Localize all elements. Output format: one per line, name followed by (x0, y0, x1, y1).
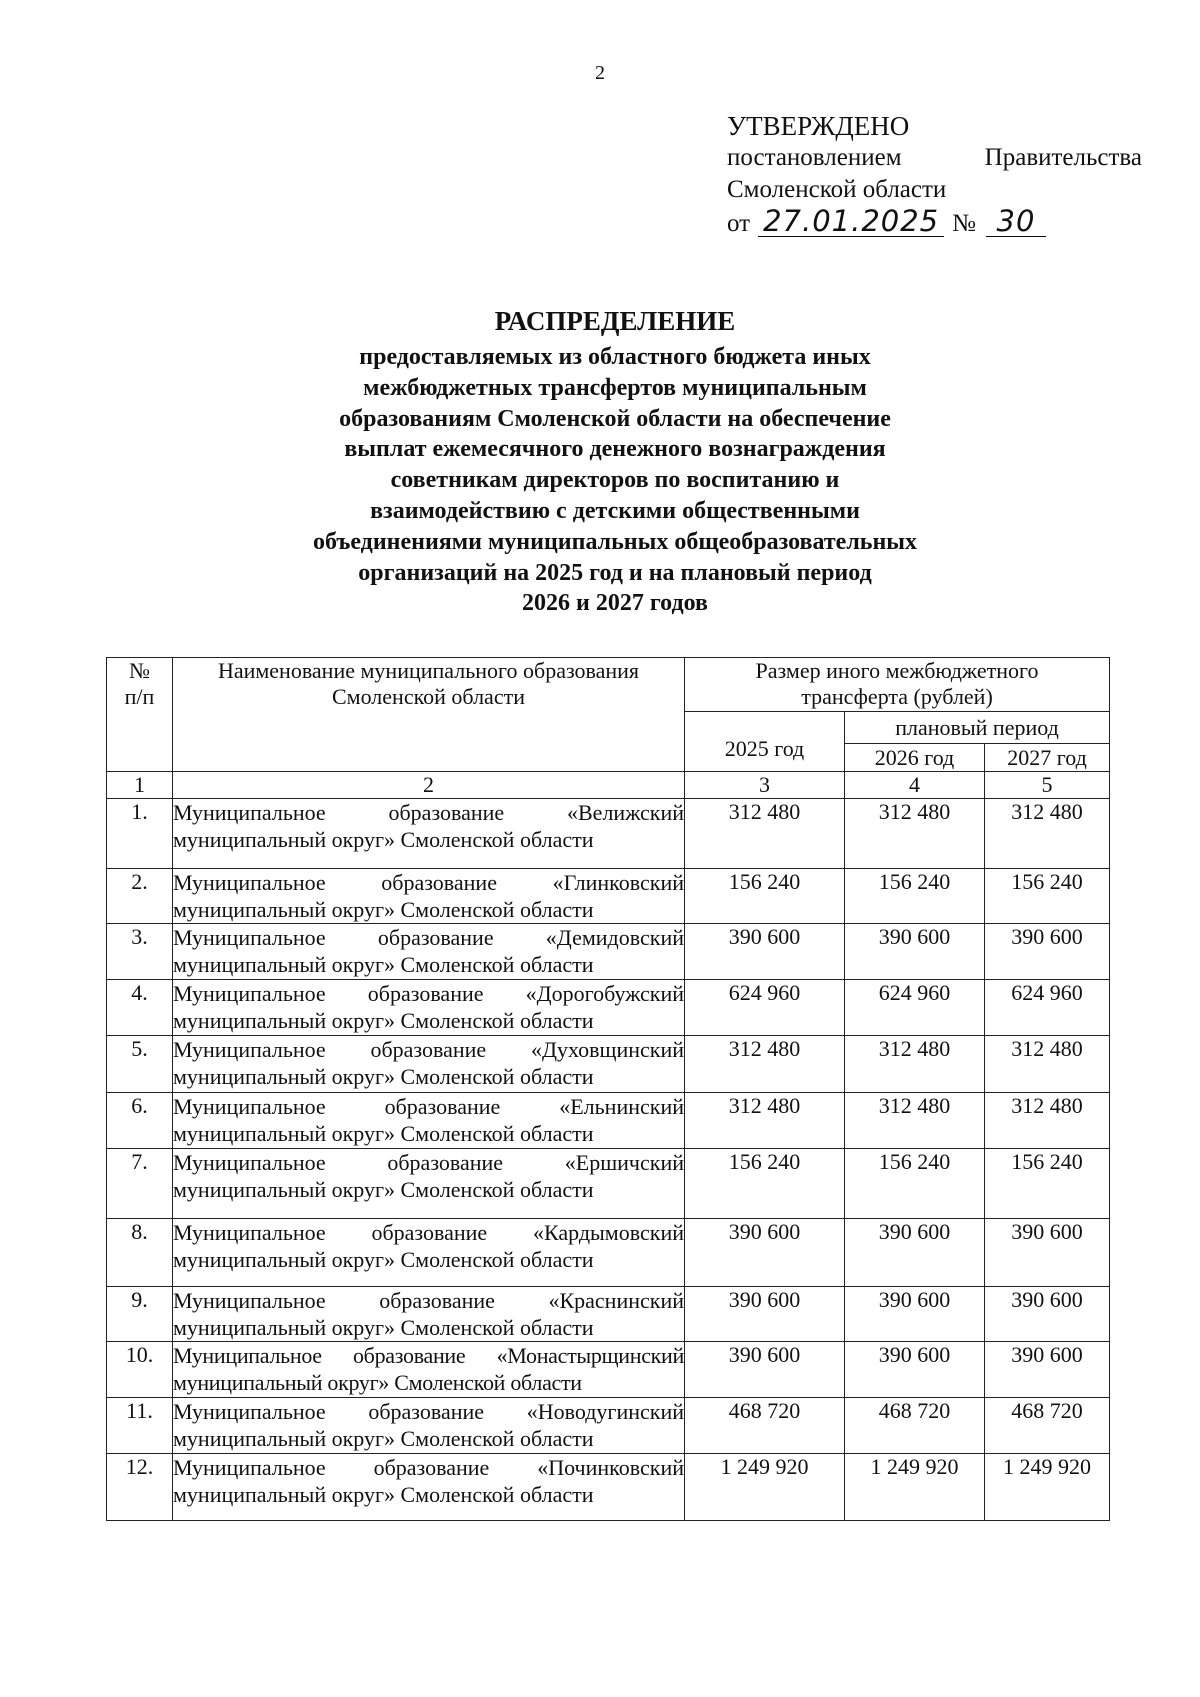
row-value-2025: 156 240 (685, 869, 845, 924)
row-num: 12. (107, 1454, 173, 1521)
row-name: Муниципальное образование «Велижский муниципальный округ» Смоленской области (173, 799, 685, 869)
table-row (107, 1287, 1110, 1342)
row-value-2027: 312 480 (985, 1036, 1110, 1093)
row-value-2027: 468 720 (985, 1398, 1110, 1454)
row-num: 6. (107, 1093, 173, 1149)
row-value-2026: 390 600 (845, 924, 985, 980)
header-2025: 2025 год (685, 712, 845, 772)
row-name: Муниципальное образование «Краснинский муниципальный округ» Смоленской области (173, 1288, 684, 1340)
row-value-2026: 1 249 920 (845, 1454, 985, 1521)
header-2026: 2026 год (845, 744, 985, 772)
title-line: образованиям Смоленской области на обеспечение (339, 405, 891, 432)
row-value-2026: 390 600 (845, 1342, 985, 1398)
approval-date-handwritten: 27.01.2025 (758, 206, 944, 237)
approval-resolution-label: постановлением (727, 144, 902, 171)
row-value-2027: 390 600 (985, 1287, 1110, 1342)
row-num: 7. (107, 1149, 173, 1219)
title-line: советникам директоров по воспитанию и (390, 467, 840, 494)
row-num: 1. (107, 799, 173, 869)
row-value-2026: 390 600 (845, 1287, 985, 1342)
row-value-2025: 312 480 (685, 1036, 845, 1093)
table-row (107, 1454, 1110, 1521)
index-cell: 4 (845, 772, 985, 799)
row-name: Муниципальное образование «Дорогобужский муниципальный округ» Смоленской области (173, 980, 685, 1036)
row-value-2027: 390 600 (985, 1219, 1110, 1287)
row-num: 4. (107, 980, 173, 1036)
row-name: Муниципальное образование «Ельнинский муниципальный округ» Смоленской области (173, 1093, 685, 1149)
row-num: 5. (107, 1036, 173, 1093)
index-cell: 5 (985, 772, 1110, 799)
row-value-2026: 312 480 (845, 1093, 985, 1149)
approval-number-label: № (952, 210, 976, 237)
row-value-2025: 468 720 (685, 1398, 845, 1454)
row-value-2027: 156 240 (985, 1149, 1110, 1219)
title-line: выплат ежемесячного денежного вознаграждения (344, 436, 886, 463)
approval-signature-line (727, 206, 1142, 240)
row-name: Муниципальное образование «Монастырщинский муниципальный округ» Смоленской области (173, 1342, 685, 1398)
row-value-2027: 390 600 (985, 924, 1110, 980)
row-name: Муниципальное образование «Демидовский муниципальный округ» Смоленской области (173, 924, 685, 980)
row-num: 3. (107, 924, 173, 980)
table-row (107, 1398, 1110, 1454)
row-name: Муниципальное образование «Духовщинский муниципальный округ» Смоленской области (173, 1036, 685, 1093)
row-value-2027: 156 240 (985, 869, 1110, 924)
title-main: РАСПРЕДЕЛЕНИЕ (494, 306, 736, 336)
approval-region: Смоленской области (727, 176, 947, 203)
row-value-2027: 1 249 920 (985, 1454, 1110, 1521)
row-value-2026: 312 480 (845, 1036, 985, 1093)
row-num: 11. (107, 1398, 173, 1454)
table-row (107, 1219, 1110, 1287)
table-row (107, 1342, 1110, 1398)
row-name: Муниципальное образование «Кардымовский муниципальный округ» Смоленской области (173, 1219, 685, 1287)
row-value-2025: 156 240 (685, 1149, 845, 1219)
approval-block (727, 110, 1142, 240)
title-line: предоставляемых из областного бюджета иных (359, 344, 871, 370)
row-name: Муниципальное образование «Починковский муниципальный округ» Смоленской области (173, 1454, 685, 1521)
row-value-2025: 390 600 (685, 924, 845, 980)
title-line: объединениями муниципальных общеобразовательных (312, 528, 918, 555)
row-value-2025: 624 960 (685, 980, 845, 1036)
row-value-2025: 312 480 (685, 799, 845, 869)
table-row (107, 1093, 1110, 1149)
approval-line-2 (727, 142, 1142, 174)
row-name: Муниципальное образование «Ершичский муниципальный округ» Смоленской области (173, 1149, 685, 1219)
table-row (107, 1036, 1110, 1093)
index-cell: 1 (107, 772, 173, 799)
row-value-2026: 390 600 (845, 1219, 985, 1287)
index-cell: 2 (173, 772, 685, 799)
approval-government-label: Правительства (984, 144, 1142, 171)
row-value-2025: 1 249 920 (685, 1454, 845, 1521)
row-value-2025: 312 480 (685, 1093, 845, 1149)
row-value-2025: 390 600 (685, 1342, 845, 1398)
index-cell: 3 (685, 772, 845, 799)
table-row (107, 980, 1110, 1036)
title-line: 2026 и 2027 годов (522, 590, 708, 617)
title-line: взаимодействию с детскими общественными (370, 497, 860, 524)
title-line: организаций на 2025 год и на плановый период (358, 559, 872, 586)
row-name: Муниципальное образование «Новодугинский муниципальный округ» Смоленской области (173, 1398, 685, 1454)
header-num: № п/п (107, 658, 173, 772)
table-row (107, 799, 1110, 869)
row-name: Муниципальное образование «Глинковский муниципальный округ» Смоленской области (173, 870, 684, 922)
row-value-2026: 468 720 (845, 1398, 985, 1454)
row-value-2025: 390 600 (685, 1219, 845, 1287)
row-value-2027: 390 600 (985, 1342, 1110, 1398)
row-num: 8. (107, 1219, 173, 1287)
row-num: 10. (107, 1342, 173, 1398)
header-name: Наименование муниципального образования Смоленской области (173, 658, 685, 772)
approval-number-handwritten: 30 (986, 206, 1046, 237)
header-amount: Размер иного межбюджетного трансферта (рублей) (685, 658, 1110, 712)
title-line: межбюджетных трансфертов муниципальным (363, 374, 867, 401)
row-value-2027: 312 480 (985, 1093, 1110, 1149)
row-num: 9. (107, 1287, 173, 1342)
table-row (107, 924, 1110, 980)
header-2027: 2027 год (985, 744, 1110, 772)
table-row (107, 1149, 1110, 1219)
row-value-2026: 156 240 (845, 1149, 985, 1219)
approval-from-label: от (727, 210, 751, 237)
page-number: 2 (595, 62, 605, 84)
row-value-2026: 312 480 (845, 799, 985, 869)
document-title (200, 304, 1030, 619)
distribution-table (106, 657, 1110, 1521)
row-value-2026: 156 240 (845, 869, 985, 924)
table-row (107, 869, 1110, 924)
header-planned-period: плановый период (845, 712, 1110, 744)
approval-title: УТВЕРЖДЕНО (727, 111, 910, 141)
row-value-2026: 624 960 (845, 980, 985, 1036)
row-value-2027: 312 480 (985, 799, 1110, 869)
row-value-2027: 624 960 (985, 980, 1110, 1036)
row-value-2025: 390 600 (685, 1287, 845, 1342)
row-num: 2. (107, 869, 173, 924)
